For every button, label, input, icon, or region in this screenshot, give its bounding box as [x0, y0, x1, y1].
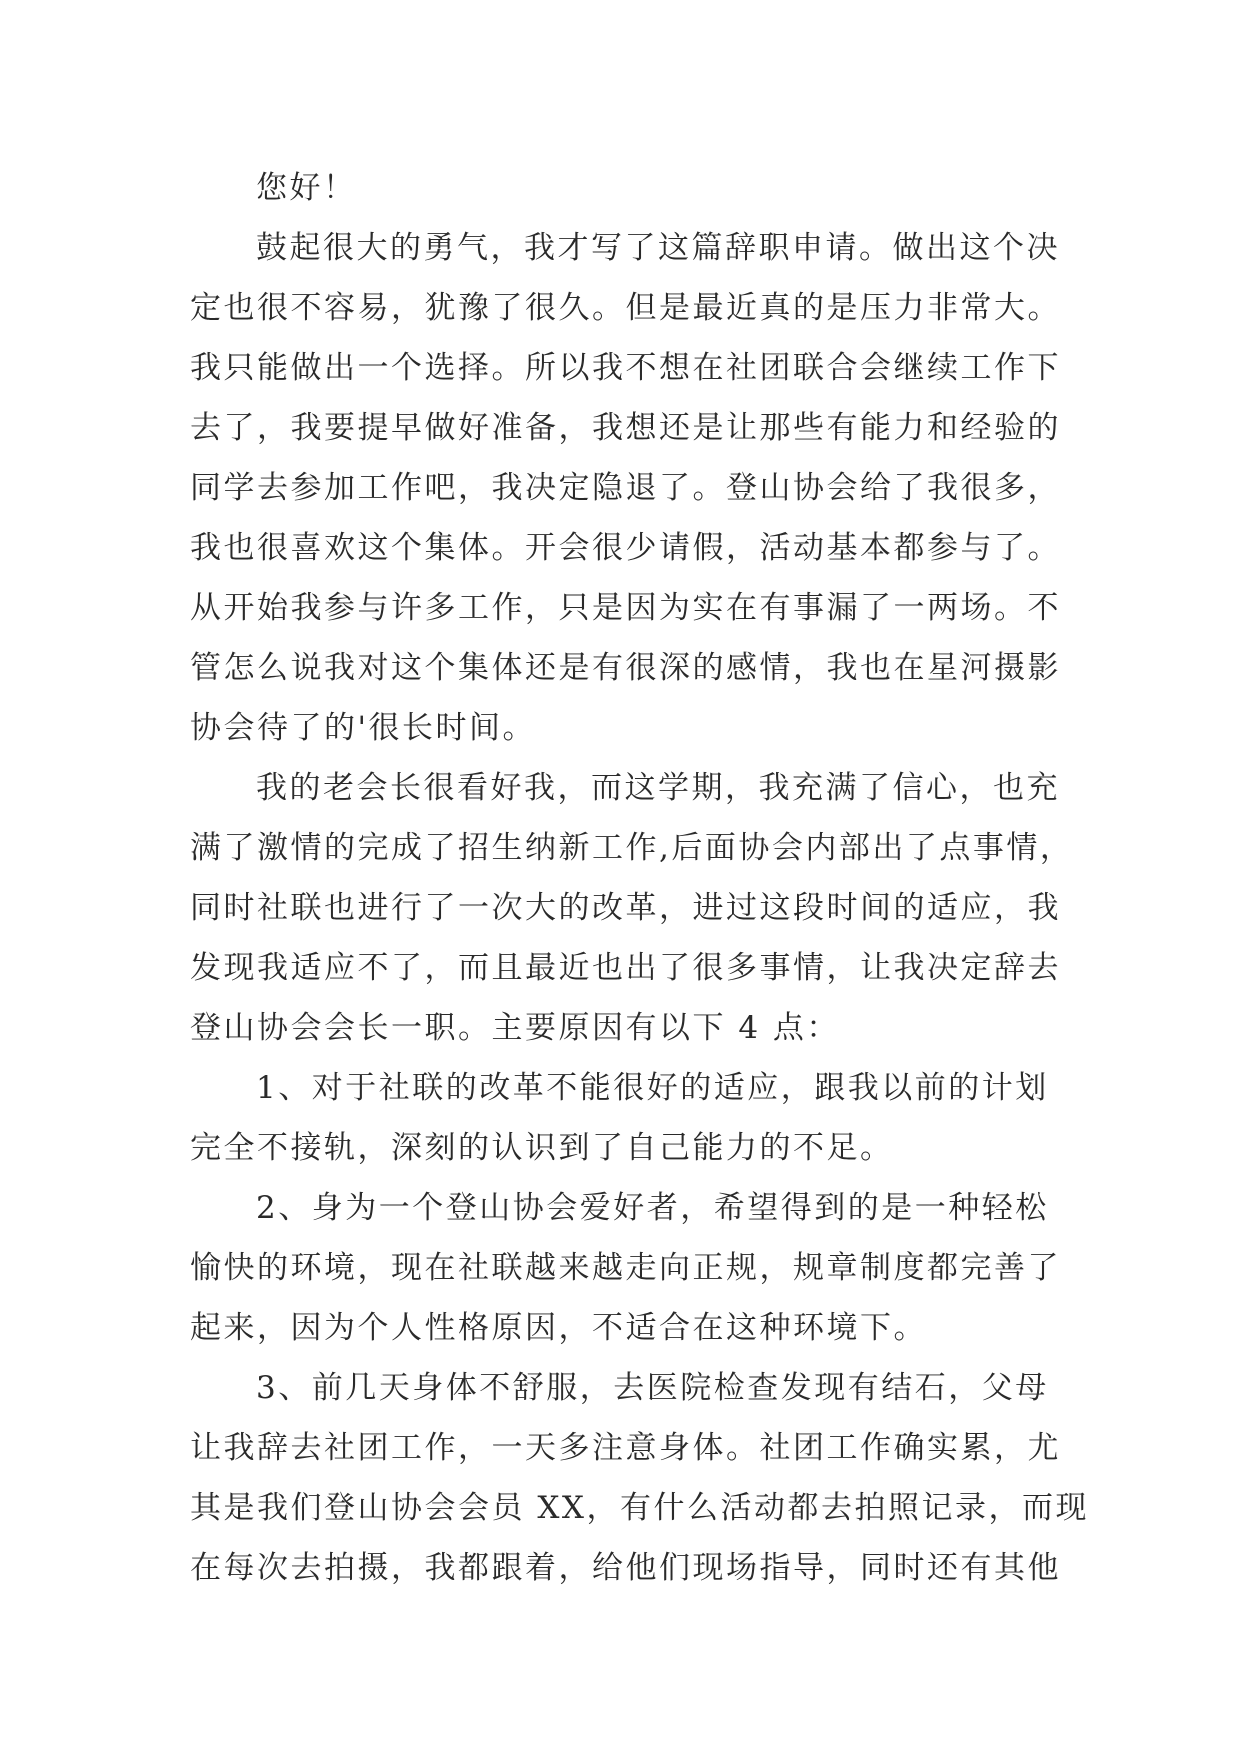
text-line: 同学去参加工作吧，我决定隐退了。登山协会给了我很多， — [190, 470, 1061, 506]
text-line: 管怎么说我对这个集体还是有很深的感情，我也在星河摄影 — [190, 650, 1061, 686]
text-line: 我也很喜欢这个集体。开会很少请假，活动基本都参与了。 — [190, 530, 1061, 566]
greeting-line: 您好！ — [256, 170, 357, 206]
text-line: 发现我适应不了，而且最近也出了很多事情，让我决定辞去 — [190, 950, 1061, 986]
text-line: 鼓起很大的勇气，我才写了这篇辞职申请。做出这个决 — [256, 230, 1060, 266]
text-line: 去了，我要提早做好准备，我想还是让那些有能力和经验的 — [190, 410, 1061, 446]
text-line: 同时社联也进行了一次大的改革，进过这段时间的适应，我 — [190, 890, 1061, 926]
text-line: 完全不接轨，深刻的认识到了自己能力的不足。 — [190, 1130, 894, 1166]
letter-body — [190, 158, 1089, 1598]
text-line: 2、身为一个登山协会爱好者，希望得到的是一种轻松 — [256, 1190, 1049, 1226]
text-line: 3、前几天身体不舒服，去医院检查发现有结石，父母 — [256, 1370, 1049, 1406]
text-line: 在每次去拍摄，我都跟着，给他们现场指导，同时还有其他 — [190, 1550, 1061, 1586]
text-line: 愉快的环境，现在社联越来越走向正规，规章制度都完善了 — [190, 1250, 1061, 1286]
text-line: 1、对于社联的改革不能很好的适应，跟我以前的计划 — [256, 1070, 1049, 1106]
text-line: 满了激情的完成了招生纳新工作,后面协会内部出了点事情， — [190, 830, 1074, 866]
text-line: 我只能做出一个选择。所以我不想在社团联合会继续工作下 — [190, 350, 1061, 386]
text-line: 起来，因为个人性格原因，不适合在这种环境下。 — [190, 1310, 927, 1346]
text-line: 登山协会会长一职。主要原因有以下 4 点： — [190, 1010, 840, 1046]
text-line: 协会待了的'很长时间。 — [190, 710, 537, 746]
text-line: 定也很不容易，犹豫了很久。但是最近真的是压力非常大。 — [190, 290, 1061, 326]
text-line: 让我辞去社团工作，一天多注意身体。社团工作确实累，尤 — [190, 1430, 1061, 1466]
text-line: 从开始我参与许多工作，只是因为实在有事漏了一两场。不 — [190, 590, 1061, 626]
text-line: 其是我们登山协会会员 XX，有什么活动都去拍照记录，而现 — [190, 1490, 1089, 1526]
text-line: 我的老会长很看好我，而这学期，我充满了信心，也充 — [256, 770, 1060, 806]
